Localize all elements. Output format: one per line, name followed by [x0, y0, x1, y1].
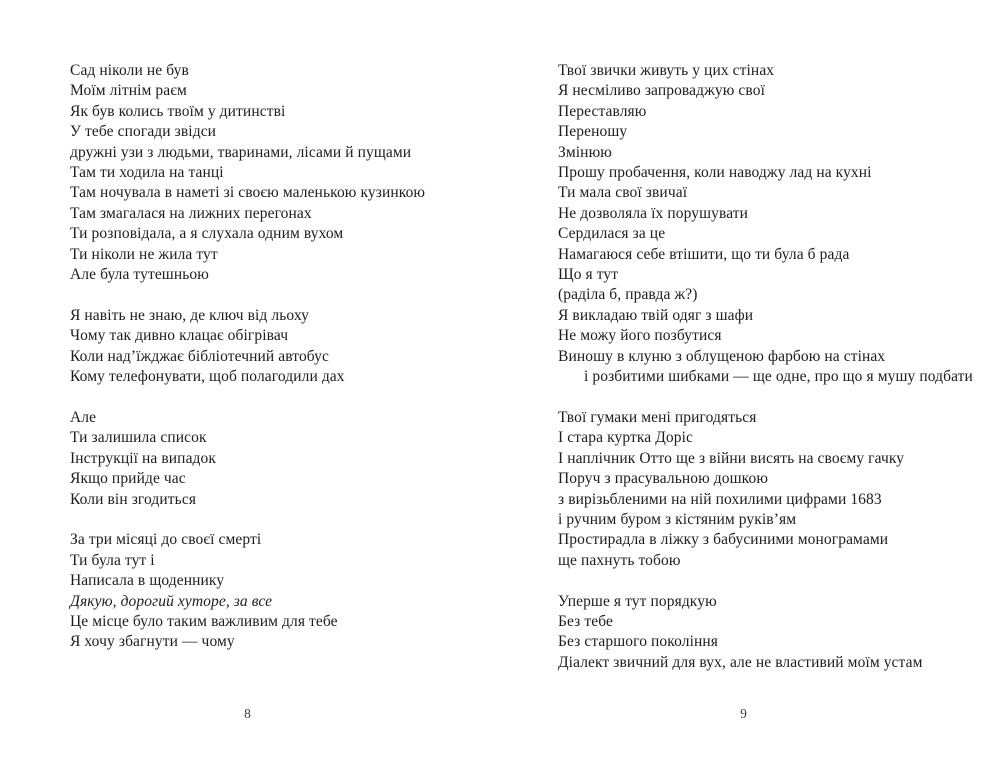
poem-line: Змінюю: [558, 143, 612, 161]
poem-line: Це місце було таким важливим для тебе: [70, 612, 338, 630]
poem-line: Що я тут: [558, 266, 619, 284]
stanza: [70, 306, 425, 388]
poem-line: Виношу в клуню з облущеною фарбою на стінах: [558, 347, 886, 365]
poem-line: Діалект звичний для вух, але не властивий моїм устам: [558, 653, 923, 671]
poem-line: Переношу: [558, 123, 628, 141]
stanza: [558, 592, 973, 674]
poem-line: За три місяці до своєї смерті: [70, 531, 262, 549]
stanza: [558, 61, 973, 388]
poem-line: з вирізьбленими на ній похилими цифрами 1683: [558, 490, 882, 508]
poem-line: Ти залишила список: [70, 429, 207, 447]
poem-line: Не дозволяла їх порушувати: [558, 204, 749, 222]
poem-line: Там ночувала в наметі зі своєю маленькою кузинкою: [70, 184, 426, 202]
page-number-left: 8: [244, 706, 251, 721]
poem-line: І стара куртка Доріс: [558, 429, 693, 447]
poem-line: дружні узи з людьми, тваринами, лісами й пущами: [70, 143, 412, 161]
poem-line: Ти розповідала, а я слухала одним вухом: [70, 225, 344, 243]
poem-right: [558, 61, 973, 673]
page-left: [0, 0, 495, 762]
page-right: [496, 0, 991, 762]
poem-line: Намагаюся себе втішити, що ти була б рада: [558, 245, 850, 263]
poem-line: Я навіть не знаю, де ключ від льоху: [70, 306, 309, 324]
poem-line: Як був колись твоїм у дитинстві: [70, 102, 286, 120]
poem-left: [70, 61, 425, 653]
poem-line: Коли він згодиться: [70, 490, 197, 508]
poem-line: Сад ніколи не був: [70, 62, 189, 79]
poem-line: і розбитими шибками — ще одне, про що я мушу подбати: [584, 368, 973, 386]
poem-line: Я хочу збагнути — чому: [70, 633, 235, 651]
poem-line: Твої гумаки мені пригодяться: [558, 408, 757, 426]
poem-line: (раділа б, правда ж?): [558, 286, 698, 304]
stanza: [70, 61, 425, 285]
poem-line: Переставляю: [558, 102, 647, 120]
poem-line: Але: [70, 408, 97, 426]
poem-line: Простирадла в ліжку з бабусиними монограмами: [558, 531, 889, 549]
poem-line: Дякую, дорогий хуторе, за все: [70, 592, 273, 610]
poem-line: Без старшого покоління: [558, 633, 719, 651]
poem-line: Там ти ходила на танці: [70, 164, 224, 182]
poem-line: Твої звички живуть у цих стінах: [558, 62, 775, 79]
poem-line: Кому телефонувати, щоб полагодили дах: [70, 368, 345, 386]
poem-line: Сердилася за це: [558, 225, 666, 243]
poem-line: Уперше я тут порядкую: [558, 592, 717, 610]
poem-line: і ручним буром з кістяним руків’ям: [558, 510, 797, 528]
poem-line: Інструкції на випадок: [70, 449, 217, 467]
poem-line: Ти була тут і: [70, 551, 155, 569]
poem-line: І наплічник Отто ще з війни висять на своєму гачку: [558, 449, 905, 467]
poem-line: Там змагалася на лижних перегонах: [70, 204, 312, 222]
poem-line: Коли над’їжджає бібліотечний автобус: [70, 347, 330, 365]
poem-line: Не можу його позбутися: [558, 327, 722, 345]
stanza: [70, 530, 425, 652]
poem-line: ще пахнуть тобою: [558, 551, 681, 569]
stanza: [70, 408, 425, 510]
poem-line: Я несміливо запроваджую свої: [558, 82, 765, 100]
poem-line: Без тебе: [558, 612, 613, 630]
poem-line: Чому так дивно клацає обігрівач: [70, 327, 289, 345]
poem-line: Прошу пробачення, коли наводжу лад на кухні: [558, 164, 872, 182]
poem-line: Моїм літнім раєм: [70, 82, 187, 100]
page-number-right: 9: [740, 706, 747, 721]
stanza: [558, 408, 973, 571]
poem-line: Я викладаю твій одяг з шафи: [558, 306, 754, 324]
poem-line: Ти ніколи не жила тут: [70, 245, 218, 263]
poem-line: Але була тутешньою: [70, 266, 209, 284]
poem-line: Ти мала свої звичаї: [558, 184, 688, 202]
poem-line: Написала в щоденнику: [70, 572, 225, 590]
poem-line: У тебе спогади звідси: [70, 123, 217, 141]
poem-line: Поруч з прасувальною дошкою: [558, 470, 769, 488]
poem-line: Якщо прийде час: [70, 470, 186, 488]
